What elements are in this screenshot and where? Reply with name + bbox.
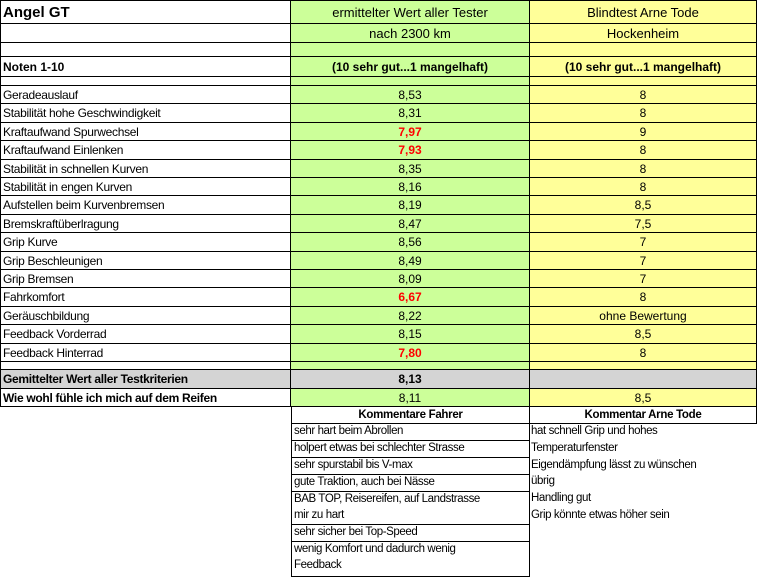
criterion-label: Kraftaufwand Einlenken xyxy=(0,141,291,160)
col1-header: ermittelter Wert aller Tester xyxy=(291,0,530,24)
spacer-cell xyxy=(291,43,530,57)
tester-value: 8,16 xyxy=(291,178,530,196)
criterion-label: Feedback Vorderrad xyxy=(0,325,291,344)
average-row xyxy=(0,370,757,389)
tester-value: 8,31 xyxy=(291,104,530,123)
rider-comment: sehr spurstabil bis V-max xyxy=(294,459,413,471)
tester-value: 8,47 xyxy=(291,215,530,233)
spacer-cell xyxy=(0,362,291,370)
table-row xyxy=(0,344,757,362)
blindtest-value: 8 xyxy=(530,104,757,123)
spacer-cell xyxy=(530,362,757,370)
criterion-label: Fahrkomfort xyxy=(0,288,291,307)
rider-comment: sehr sicher bei Top-Speed xyxy=(294,526,418,538)
criterion-label: Aufstellen beim Kurvenbremsen xyxy=(0,196,291,215)
spacer-cell xyxy=(0,43,291,57)
table-row xyxy=(0,196,757,215)
blindtest-value: 8 xyxy=(530,288,757,307)
comment-box xyxy=(291,542,530,577)
arne-comment: Eigendämpfung lässt zu wünschen xyxy=(531,458,697,471)
rider-comment: BAB TOP, Reisereifen, auf Landstrasse xyxy=(294,493,480,505)
tester-value: 7,97 xyxy=(291,123,530,141)
tester-value: 8,53 xyxy=(291,86,530,104)
rider-comment: wenig Komfort und dadurch wenig xyxy=(294,543,456,555)
table-row xyxy=(0,123,757,141)
col2-header: Blindtest Arne Tode xyxy=(530,0,757,24)
tester-value: 8,09 xyxy=(291,270,530,288)
arne-comment: hat schnell Grip und hohes xyxy=(531,425,658,437)
arne-comment: übrig xyxy=(531,475,555,488)
criterion-label: Stabilität in engen Kurven xyxy=(0,178,291,196)
feeling-col2: 8,5 xyxy=(530,389,757,407)
scale-row xyxy=(0,57,757,77)
criterion-label: Bremskraftüberlragung xyxy=(0,215,291,233)
table-row xyxy=(0,307,757,325)
header-row-1 xyxy=(0,0,757,24)
blindtest-value: 8 xyxy=(530,141,757,160)
rider-comment: Feedback xyxy=(294,559,342,571)
tester-value: 8,15 xyxy=(291,325,530,344)
scale-label: Noten 1-10 xyxy=(0,57,291,77)
blindtest-value: 8 xyxy=(530,344,757,362)
table-row xyxy=(0,233,757,252)
blindtest-value: 7 xyxy=(530,233,757,252)
table-row xyxy=(0,104,757,123)
tester-value: 8,19 xyxy=(291,196,530,215)
spacer-row-3 xyxy=(0,362,757,370)
tester-value: 8,56 xyxy=(291,233,530,252)
table-row xyxy=(0,288,757,307)
tester-value: 8,49 xyxy=(291,252,530,270)
blindtest-value: 7,5 xyxy=(530,215,757,233)
feeling-row xyxy=(0,389,757,407)
comment-box xyxy=(291,424,530,441)
blindtest-value: 8 xyxy=(530,86,757,104)
blindtest-value: 9 xyxy=(530,123,757,141)
riders-comments-title: Kommentare Fahrer xyxy=(291,407,530,424)
spacer-cell xyxy=(0,77,291,86)
spacer-row-2 xyxy=(0,77,757,86)
tester-value: 7,80 xyxy=(291,344,530,362)
feeling-col1: 8,11 xyxy=(291,389,530,407)
rider-comment: gute Traktion, auch bei Nässe xyxy=(294,476,435,488)
table-row xyxy=(0,215,757,233)
blindtest-value: ohne Bewertung xyxy=(530,307,757,325)
sheet-title: Angel GT xyxy=(0,0,291,24)
header-row-2 xyxy=(0,24,757,43)
col2-subheader: Hockenheim xyxy=(530,24,757,43)
criterion-label: Kraftaufwand Spurwechsel xyxy=(0,123,291,141)
feeling-label: Wie wohl fühle ich mich auf dem Reifen xyxy=(0,389,291,407)
table-row xyxy=(0,178,757,196)
arne-comments-title: Kommentar Arne Tode xyxy=(530,407,757,424)
criterion-label: Grip Kurve xyxy=(0,233,291,252)
comment-box xyxy=(291,475,530,492)
average-col1: 8,13 xyxy=(291,370,530,389)
arne-comment: Temperaturfenster xyxy=(531,441,618,454)
blindtest-value: 8 xyxy=(530,178,757,196)
arne-comment: Handling gut xyxy=(531,492,591,505)
table-row xyxy=(0,160,757,178)
spacer-row-1 xyxy=(0,43,757,57)
comment-box xyxy=(291,525,530,542)
rider-comment: sehr hart beim Abrollen xyxy=(294,425,404,437)
scale-col1: (10 sehr gut...1 mangelhaft) xyxy=(291,57,530,77)
criterion-label: Stabilität hohe Geschwindigkeit xyxy=(0,104,291,123)
spacer-cell xyxy=(291,362,530,370)
spacer-cell xyxy=(530,43,757,57)
table-row xyxy=(0,86,757,104)
table-row xyxy=(0,252,757,270)
criterion-label: Geradeauslauf xyxy=(0,86,291,104)
criterion-label: Geräuschbildung xyxy=(0,307,291,325)
blindtest-value: 8 xyxy=(530,160,757,178)
rider-comment: holpert etwas bei schlechter Strasse xyxy=(294,442,465,454)
blindtest-value: 7 xyxy=(530,252,757,270)
arne-comment: Grip könnte etwas höher sein xyxy=(531,509,670,521)
tester-value: 8,22 xyxy=(291,307,530,325)
table-row xyxy=(0,141,757,160)
comment-box xyxy=(291,441,530,458)
criterion-label: Grip Beschleunigen xyxy=(0,252,291,270)
criterion-label: Feedback Hinterrad xyxy=(0,344,291,362)
tester-value: 7,93 xyxy=(291,141,530,160)
col1-subheader: nach 2300 km xyxy=(291,24,530,43)
table-row xyxy=(0,270,757,288)
comment-box xyxy=(291,458,530,475)
tester-value: 6,67 xyxy=(291,288,530,307)
blindtest-value: 8,5 xyxy=(530,196,757,215)
criterion-label: Grip Bremsen xyxy=(0,270,291,288)
rider-comment: mir zu hart xyxy=(294,509,344,521)
average-label: Gemittelter Wert aller Testkriterien xyxy=(0,370,291,389)
scale-col2: (10 sehr gut...1 mangelhaft) xyxy=(530,57,757,77)
tester-value: 8,35 xyxy=(291,160,530,178)
comment-box xyxy=(291,492,530,525)
average-col2 xyxy=(530,370,757,389)
header-blank xyxy=(0,24,291,43)
spacer-cell xyxy=(291,77,530,86)
table-row xyxy=(0,325,757,344)
spacer-cell xyxy=(530,77,757,86)
blindtest-value: 8,5 xyxy=(530,325,757,344)
blindtest-value: 7 xyxy=(530,270,757,288)
criterion-label: Stabilität in schnellen Kurven xyxy=(0,160,291,178)
